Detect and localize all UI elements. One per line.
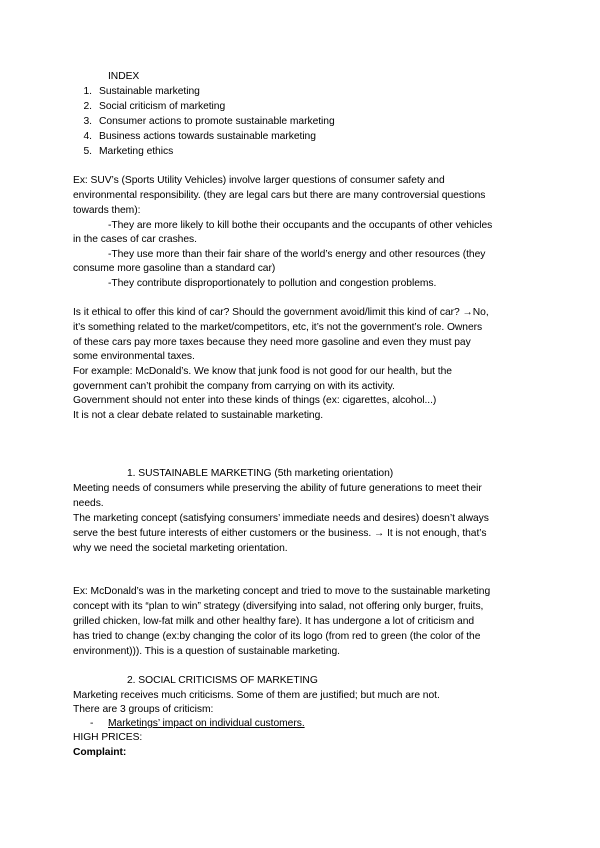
paragraph-line: For example: McDonald’s. We know that junk food is not good for our health, but the (73, 366, 452, 377)
index-item: 5. Marketing ethics (83, 146, 174, 157)
paragraph-line: -They contribute disproportionately to pollution and congestion problems. (108, 278, 437, 289)
paragraph-line: government can’t prohibit the company from carrying on with its activity. (73, 381, 395, 392)
index-item: 1. Sustainable marketing (83, 86, 200, 97)
paragraph-line: environmental responsibility. (they are legal cars but there are many controversial questions (73, 190, 486, 201)
paragraph-line: in the cases of car crashes. (73, 234, 197, 245)
paragraph-line: it’s something related to the market/competitors, etc, it’s not the government’s role. Owners (73, 322, 483, 333)
subheading-bold: Complaint: (73, 747, 127, 758)
section-heading: 2. SOCIAL CRITICISMS OF MARKETING (127, 675, 318, 686)
paragraph-line: some environmental taxes. (73, 351, 195, 362)
index-title: INDEX (108, 71, 140, 82)
paragraph-line: needs. (73, 498, 104, 509)
paragraph-line: It is not a clear debate related to sustainable marketing. (73, 410, 324, 421)
index-item: 4. Business actions towards sustainable marketing (83, 131, 316, 142)
paragraph-line: Marketing receives much criticisms. Some of them are justified; but much are not. (73, 690, 440, 701)
bullet-dash: - (90, 718, 94, 729)
paragraph-line: -They are more likely to kill bothe their occupants and the occupants of other vehicles (108, 220, 493, 231)
paragraph-line: Ex: SUV’s (Sports Utility Vehicles) involve larger questions of consumer safety and (73, 175, 445, 186)
paragraph-line: consume more gasoline than a standard car) (73, 263, 276, 274)
paragraph-line: why we need the societal marketing orientation. (73, 543, 288, 554)
paragraph-line: Government should not enter into these kinds of things (ex: cigarettes, alcohol...) (73, 395, 437, 406)
paragraph-line: grilled chicken, low-fat milk and other healthy fare). It has undergone a lot of criticism and (73, 616, 475, 627)
paragraph-line: towards them): (73, 205, 141, 216)
paragraph-line: concept with its “plan to win” strategy (diversifying into salad, not offering only burger, fruits, (73, 601, 484, 612)
bullet-item: - Marketings’ impact on individual customers. (90, 718, 305, 729)
index-item: 2. Social criticism of marketing (83, 101, 226, 112)
paragraph-line: Ex: McDonald’s was in the marketing concept and tried to move to the sustainable marketing (73, 586, 491, 597)
paragraph-line: -They use more than their fair share of the world’s energy and other resources (they (108, 249, 486, 260)
paragraph-line: Meeting needs of consumers while preserving the ability of future generations to meet their (73, 483, 482, 494)
paragraph-line: of these cars pay more taxes because they need more gasoline and even they must pay (73, 337, 471, 348)
section-heading: 1. SUSTAINABLE MARKETING (5th marketing orientation) (127, 468, 394, 479)
subheading: HIGH PRICES: (73, 732, 143, 743)
paragraph-line: There are 3 groups of criticism: (73, 704, 214, 715)
paragraph-line: Is it ethical to offer this kind of car? Should the government avoid/limit this kind of car? →No, (73, 307, 489, 318)
paragraph-line: has tried to change (ex:by changing the color of its logo (from red to green (the color of the (73, 631, 481, 642)
paragraph-line: environment))). This is a question of sustainable marketing. (73, 646, 340, 657)
paragraph-line: The marketing concept (satisfying consumers’ immediate needs and desires) doesn’t always (73, 513, 489, 524)
index-item: 3. Consumer actions to promote sustainable marketing (83, 116, 335, 127)
paragraph-line: serve the best future interests of either customers or the business. → It is not enough, that’s (73, 528, 487, 539)
